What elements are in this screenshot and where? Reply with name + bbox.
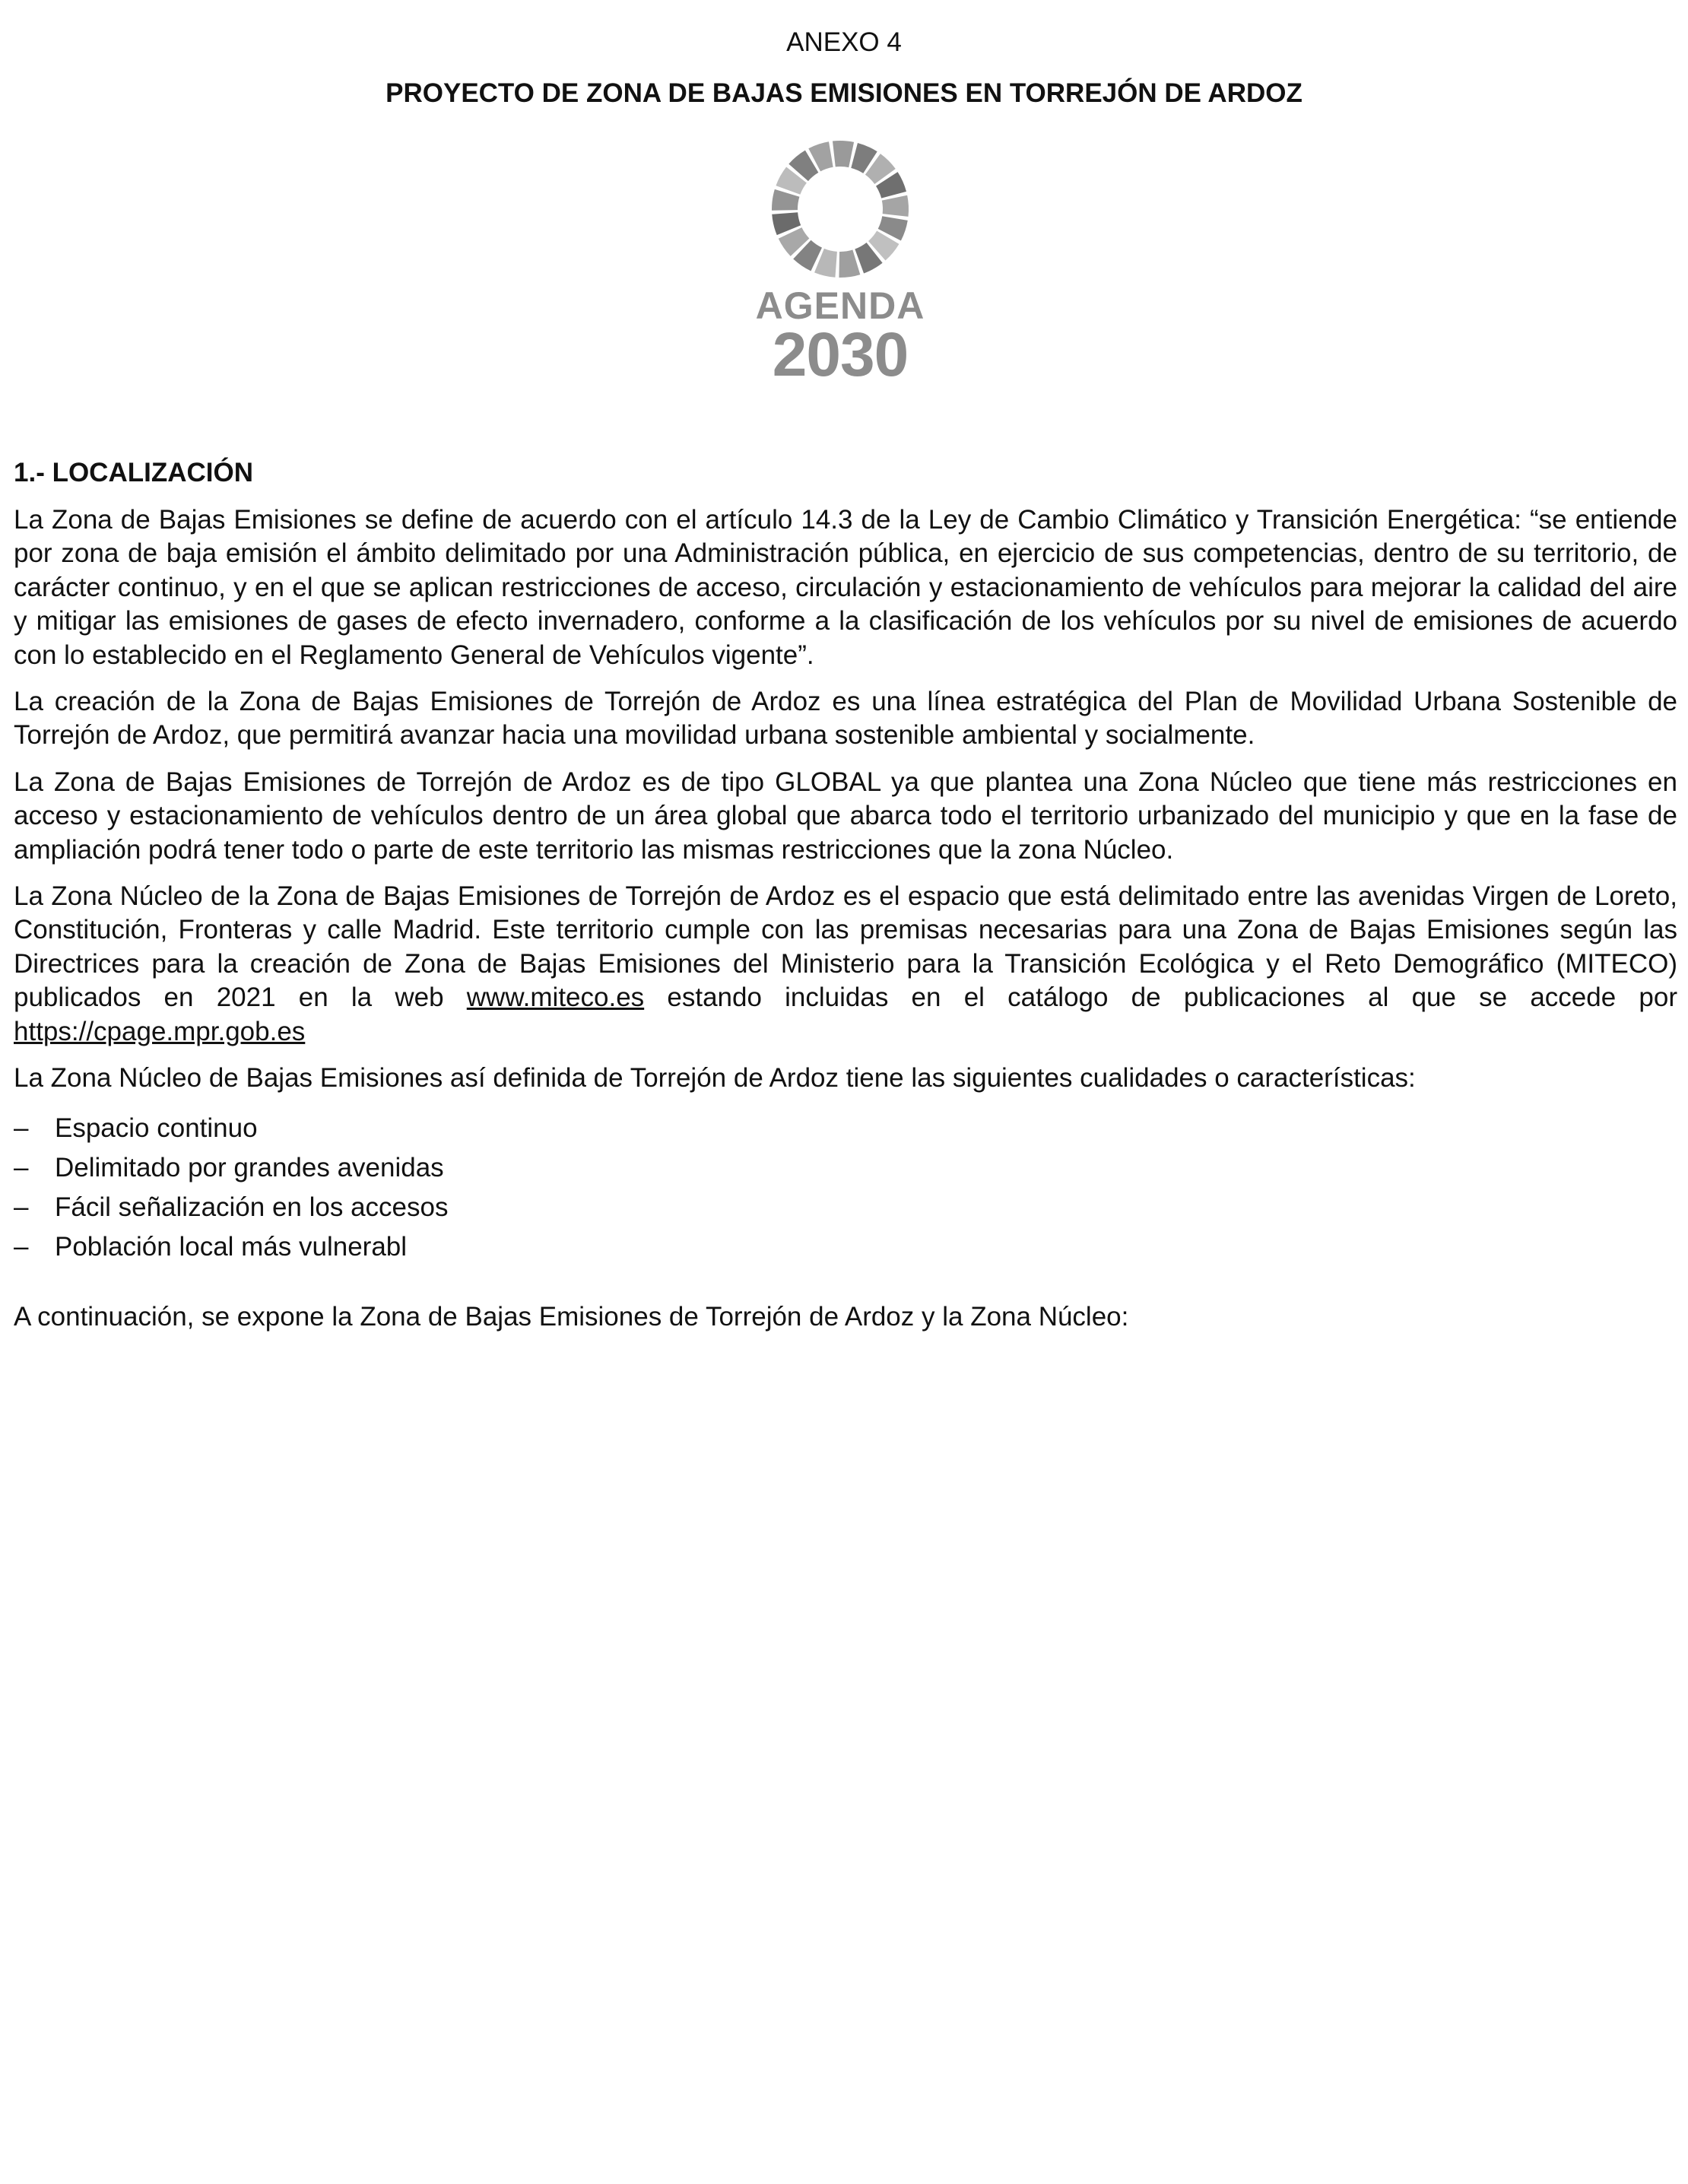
paragraph-definition: La Zona de Bajas Emisiones se define de acuerdo con el artículo 14.3 de la Ley de Cambio Climático y Transición Energética: “se entiende por zona de baja emisión el ámbito delimitado por una Administración pública, en ejercicio de sus competencias, dentro de su territorio, de carácter continuo, y en el que se aplican restricciones de acceso, circulación y estacionamiento de vehículos para mejorar la calidad del aire y mitigar las emisiones de gases de efecto invernadero, conforme a la clasificación de los vehículos por su nivel de emisiones de acuerdo con lo establecido en el Reglamento General de Vehículos vigente”. [14, 505, 1677, 670]
sdg-wheel-icon [726, 137, 954, 281]
main-content [14, 456, 1677, 1347]
cpage-link[interactable]: https://cpage.mpr.gob.es [14, 1016, 306, 1046]
dash-marker: – [14, 1113, 29, 1143]
agenda-2030-logo [726, 137, 954, 388]
list-item [14, 1227, 1677, 1267]
qualities-list [14, 1109, 1677, 1267]
list-item-text: Fácil señalización en los accesos [55, 1192, 449, 1222]
section-heading: 1.- LOCALIZACIÓN [14, 458, 253, 487]
paragraph-closing: A continuación, se expone la Zona de Bajas Emisiones de Torrejón de Ardoz y la Zona Núcleo: [14, 1301, 1129, 1332]
list-item [14, 1148, 1677, 1188]
list-item-text: Espacio continuo [55, 1113, 258, 1143]
document-title: PROYECTO DE ZONA DE BAJAS EMISIONES EN TORREJÓN DE ARDOZ [386, 78, 1302, 108]
annex-label: ANEXO 4 [786, 27, 902, 57]
miteco-link[interactable]: www.miteco.es [466, 982, 645, 1013]
dash-marker: – [14, 1231, 29, 1262]
logo-agenda-text: AGENDA [755, 284, 925, 327]
paragraph-nucleo [14, 880, 1677, 1049]
paragraph-creation: La creación de la Zona de Bajas Emisiones de Torrejón de Ardoz es una línea estratégica del Plan de Movilidad Urbana Sostenible de Torrejón de Ardoz, que permitirá avanzar hacia una movilidad urbana sostenible ambiental y socialmente. [14, 687, 1677, 751]
nucleo-text-part-2: estando incluidas en el catálogo de publicaciones al que se accede por [644, 982, 1678, 1013]
paragraph-global-type: La Zona de Bajas Emisiones de Torrejón de Ardoz es de tipo GLOBAL ya que plantea una Zona Núcleo que tiene más restricciones en acceso y estacionamiento de vehículos dentro de un área global que abarca todo el territorio urbanizado del municipio y que en la fase de ampliación podrá tener todo o parte de este territorio las mismas restricciones que la zona Núcleo. [14, 767, 1677, 865]
nucleo-text-part-1: La Zona Núcleo de la Zona de Bajas Emisiones de Torrejón de Ardoz es el espacio que está delimitado entre las avenidas Virgen de Loreto, Constitución, Fronteras y calle Madrid. Este territorio cumple con las premisas necesarias para una Zona de Bajas Emisiones según las Directrices para la creación de Zona de Bajas Emisiones del Ministerio para la Transición Ecológica y el Reto Demográfico (MITECO) publicados en 2021 en la web [14, 881, 1677, 1013]
list-item-text: Delimitado por grandes avenidas [55, 1152, 444, 1182]
list-item [14, 1188, 1677, 1227]
dash-marker: – [14, 1152, 29, 1182]
dash-marker: – [14, 1192, 29, 1222]
paragraph-qualities-intro: La Zona Núcleo de Bajas Emisiones así definida de Torrejón de Ardoz tiene las siguientes cualidades o características: [14, 1063, 1416, 1094]
logo-year-text: 2030 [772, 320, 909, 389]
list-item [14, 1109, 1677, 1148]
list-item-text: Población local más vulnerabl [55, 1231, 408, 1262]
wheel-segment [833, 141, 854, 167]
wheel-segment [882, 195, 909, 217]
